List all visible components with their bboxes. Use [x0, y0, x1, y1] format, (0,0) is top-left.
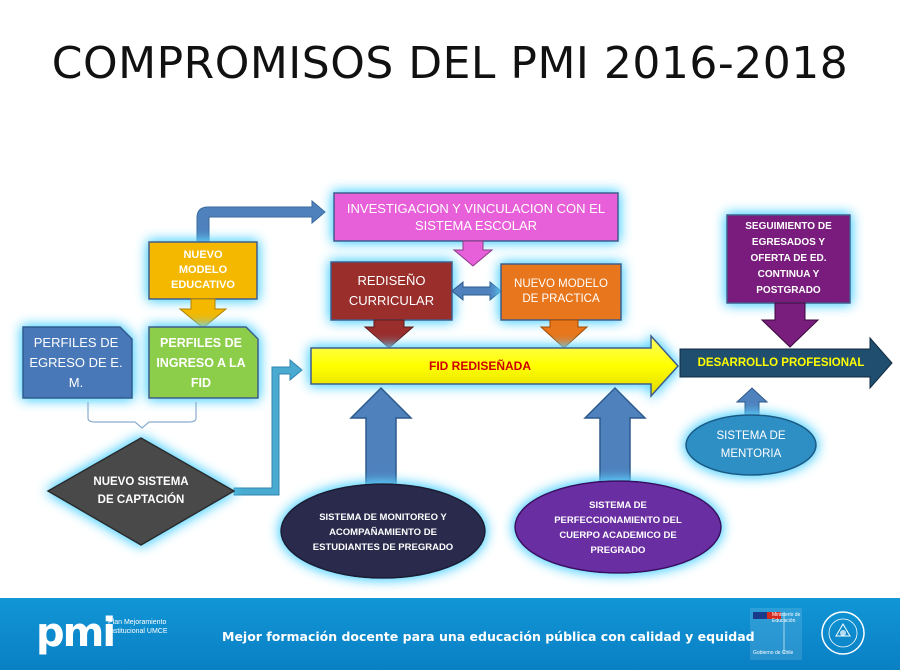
perfiles-ingreso-label: PERFILES DE INGRESO A LA FID [156, 335, 246, 390]
gobierno-label: Gobierno de Chile [753, 650, 794, 656]
seguimiento-label: SEGUIMIENTO DE EGRESADOS Y OFERTA DE ED. CONTINUA Y POSTGRADO [745, 221, 832, 296]
sistema-perfeccionamiento-label: SISTEMA DE PERFECCIONAMIENTO DEL CUERPO ACADEMICO DE PREGRADO [554, 500, 682, 556]
double-arrow [452, 282, 501, 300]
perfeccionamiento-up-arrow [585, 388, 645, 485]
monitoreo-up-arrow [351, 388, 411, 485]
footer-tagline: Mejor formación docente para una educación pública con calidad y equidad [222, 629, 755, 644]
mentoria-up-arrow [737, 388, 767, 418]
educativo-down-arrow [180, 299, 226, 328]
investigacion-label: INVESTIGACION Y VINCULACION CON EL SISTEMA ESCOLAR [346, 201, 606, 233]
page-title: COMPROMISOS DEL PMI 2016-2018 [51, 38, 849, 89]
rediseno-curricular-label: REDISEÑO CURRICULAR [348, 273, 435, 308]
ministerio-label: Ministerio de Educación [772, 612, 801, 624]
connector-educativo-investigacion [197, 201, 325, 242]
rediseno-down-arrow [365, 320, 413, 348]
pmi-logo: pmi [36, 610, 115, 656]
pmi-logo-subtitle: Plan Mejoramiento Institucional UMCE [108, 619, 168, 635]
nuevo-sistema-captacion-label: NUEVO SISTEMA DE CAPTACIÓN [93, 476, 189, 506]
investigacion-down-arrow [454, 241, 492, 266]
nuevo-modelo-educativo-label: NUEVO MODELO EDUCATIVO [171, 249, 235, 291]
seguimiento-down-arrow [762, 303, 818, 347]
sistema-monitoreo-label: SISTEMA DE MONITOREO Y ACOMPAÑAMIENTO DE ESTUDIANTES DE PREGRADO [312, 511, 454, 553]
perfiles-egreso-label: PERFILES DE EGRESO DE E. M. [29, 334, 123, 390]
perfiles-bracket [88, 402, 196, 428]
sistema-mentoria-label: SISTEMA DE MENTORIA [716, 430, 786, 460]
fid-redisenada-label: FID REDISEÑADA [428, 359, 531, 373]
desarrollo-profesional-label: DESARROLLO PROFESIONAL [697, 357, 865, 369]
umce-seal-icon [820, 610, 866, 656]
nuevo-modelo-practica-label: NUEVO MODELO DE PRACTICA [514, 278, 608, 305]
practica-down-arrow [541, 320, 587, 348]
